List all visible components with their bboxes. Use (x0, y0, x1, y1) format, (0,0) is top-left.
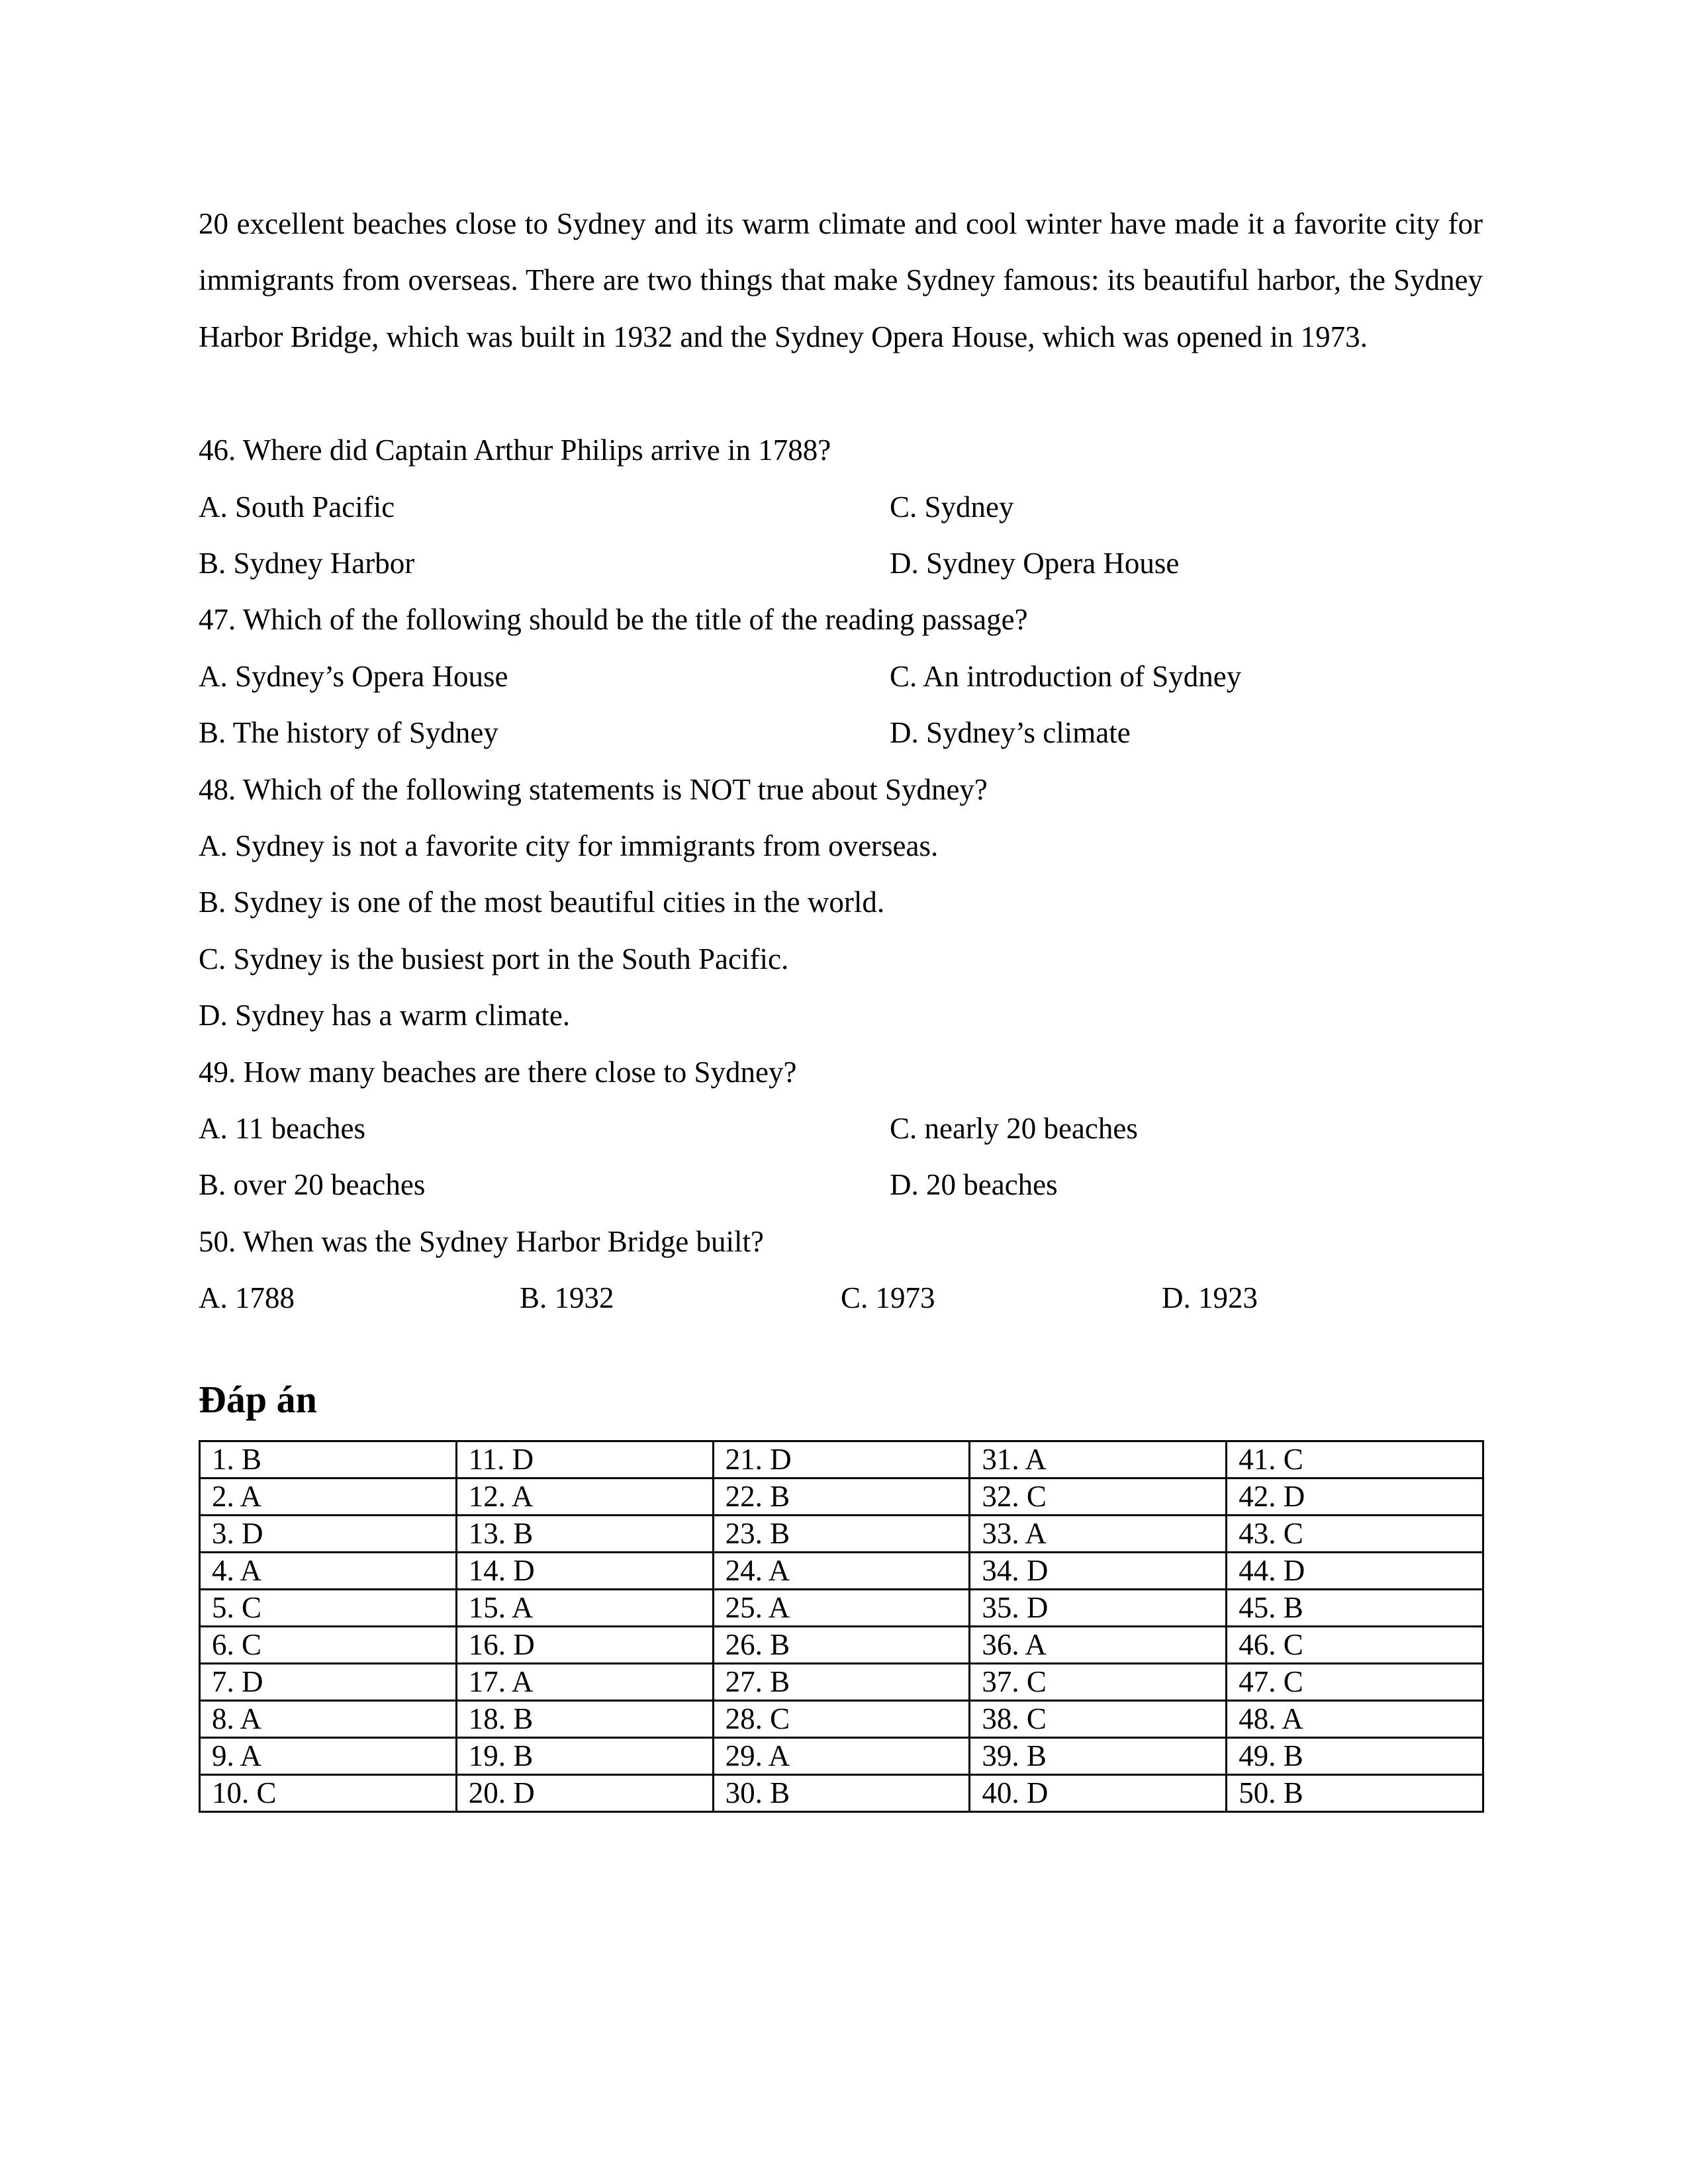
option-d: D. Sydney’s climate (890, 716, 1131, 750)
option-c: C. An introduction of Sydney (890, 659, 1242, 693)
answer-cell: 44. D (1227, 1553, 1483, 1590)
answer-cell: 28. C (713, 1701, 970, 1738)
answer-cell: 4. A (200, 1553, 457, 1590)
option-b: B. over 20 beaches (199, 1168, 426, 1202)
option-c: C. Sydney is the busiest port in the South Pacific. (199, 942, 789, 976)
options-row (199, 479, 1483, 535)
answer-cell: 8. A (200, 1701, 457, 1738)
answer-cell: 30. B (713, 1775, 970, 1812)
answer-cell: 23. B (713, 1516, 970, 1553)
answer-cell: 46. C (1227, 1627, 1483, 1664)
answer-cell: 47. C (1227, 1664, 1483, 1701)
answer-cell: 10. C (200, 1775, 457, 1812)
answer-cell: 20. D (456, 1775, 713, 1812)
answer-cell: 6. C (200, 1627, 457, 1664)
table-row (200, 1516, 1483, 1553)
answer-cell: 38. C (970, 1701, 1227, 1738)
answer-cell: 27. B (713, 1664, 970, 1701)
answer-cell: 18. B (456, 1701, 713, 1738)
option-a: A. Sydney is not a favorite city for immigrants from overseas. (199, 829, 939, 862)
options-row (199, 649, 1483, 705)
answer-cell: 41. C (1227, 1441, 1483, 1479)
answer-cell: 2. A (200, 1479, 457, 1516)
question-50: 50. When was the Sydney Harbor Bridge built? (199, 1224, 764, 1258)
table-row (200, 1664, 1483, 1701)
answer-cell: 36. A (970, 1627, 1227, 1664)
answer-cell: 12. A (456, 1479, 713, 1516)
options-row (199, 705, 1483, 761)
answer-cell: 3. D (200, 1516, 457, 1553)
option-b: B. 1932 (520, 1281, 614, 1315)
answer-cell: 15. A (456, 1590, 713, 1627)
option-b: B. The history of Sydney (199, 716, 498, 750)
options-row (199, 1157, 1483, 1213)
option-d: D. 1923 (1162, 1281, 1258, 1315)
answer-cell: 24. A (713, 1553, 970, 1590)
answer-heading: Đáp án (199, 1378, 317, 1422)
answer-cell: 5. C (200, 1590, 457, 1627)
document-page (199, 196, 1483, 1813)
answer-cell: 17. A (456, 1664, 713, 1701)
question-list (199, 422, 1483, 1326)
table-row (200, 1627, 1483, 1664)
answer-cell: 50. B (1227, 1775, 1483, 1812)
question-49: 49. How many beaches are there close to Sydney? (199, 1055, 797, 1089)
option-d: D. Sydney has a warm climate. (199, 999, 571, 1032)
option-a: A. South Pacific (199, 490, 395, 523)
answer-cell: 13. B (456, 1516, 713, 1553)
table-row (200, 1441, 1483, 1479)
option-d: D. Sydney Opera House (890, 547, 1180, 580)
table-row (200, 1738, 1483, 1775)
options-row (199, 1270, 1483, 1326)
table-row (200, 1701, 1483, 1738)
option-b: B. Sydney is one of the most beautiful cities in the world. (199, 886, 885, 919)
table-row (200, 1590, 1483, 1627)
answer-cell: 11. D (456, 1441, 713, 1479)
answer-cell: 34. D (970, 1553, 1227, 1590)
answer-key-table (199, 1440, 1484, 1813)
answer-cell: 32. C (970, 1479, 1227, 1516)
answer-cell: 9. A (200, 1738, 457, 1775)
answer-cell: 1. B (200, 1441, 457, 1479)
options-row (199, 535, 1483, 592)
answer-cell: 35. D (970, 1590, 1227, 1627)
answer-cell: 25. A (713, 1590, 970, 1627)
answer-cell: 21. D (713, 1441, 970, 1479)
answer-cell: 16. D (456, 1627, 713, 1664)
answer-cell: 7. D (200, 1664, 457, 1701)
option-b: B. Sydney Harbor (199, 547, 415, 580)
answer-cell: 19. B (456, 1738, 713, 1775)
answer-cell: 22. B (713, 1479, 970, 1516)
question-48: 48. Which of the following statements is NOT true about Sydney? (199, 772, 988, 806)
option-c: C. 1973 (841, 1281, 935, 1315)
answer-cell: 48. A (1227, 1701, 1483, 1738)
answer-cell: 29. A (713, 1738, 970, 1775)
options-row (199, 1101, 1483, 1157)
answer-cell: 14. D (456, 1553, 713, 1590)
option-c: C. nearly 20 beaches (890, 1111, 1138, 1145)
answer-cell: 31. A (970, 1441, 1227, 1479)
answer-cell: 43. C (1227, 1516, 1483, 1553)
answer-cell: 49. B (1227, 1738, 1483, 1775)
table-row (200, 1479, 1483, 1516)
answer-cell: 45. B (1227, 1590, 1483, 1627)
answer-cell: 40. D (970, 1775, 1227, 1812)
reading-passage: 20 excellent beaches close to Sydney and its warm climate and cool winter have made it a favorite city for immigrants from overseas. There are two things that make Sydney famous: its beautiful harbor, the Sydney Harbor Bridge, which was built in 1932 and the Sydney Opera House, which was opened in 1973. (199, 207, 1483, 353)
question-46: 46. Where did Captain Arthur Philips arrive in 1788? (199, 433, 831, 467)
table-row (200, 1775, 1483, 1812)
table-row (200, 1553, 1483, 1590)
answer-cell: 33. A (970, 1516, 1227, 1553)
option-a: A. Sydney’s Opera House (199, 659, 508, 693)
answer-cell: 37. C (970, 1664, 1227, 1701)
option-d: D. 20 beaches (890, 1168, 1058, 1202)
answer-cell: 39. B (970, 1738, 1227, 1775)
question-47: 47. Which of the following should be the title of the reading passage? (199, 603, 1028, 637)
answer-cell: 42. D (1227, 1479, 1483, 1516)
answer-cell: 26. B (713, 1627, 970, 1664)
option-c: C. Sydney (890, 490, 1014, 523)
option-a: A. 11 beaches (199, 1111, 365, 1145)
option-a: A. 1788 (199, 1281, 295, 1315)
